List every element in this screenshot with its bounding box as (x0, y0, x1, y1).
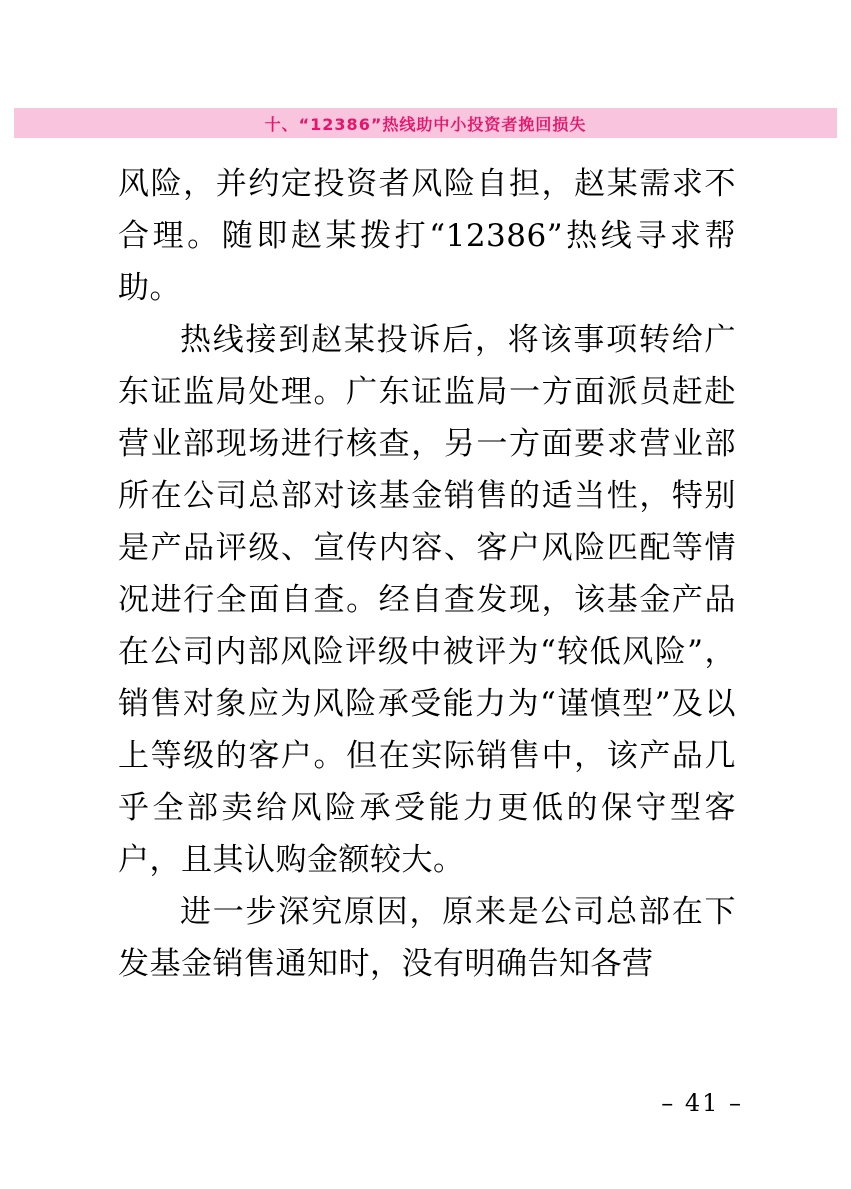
body-text-column (118, 158, 736, 990)
running-header-title: 十、“12386”热线助中小投资者挽回损失 (264, 114, 587, 134)
running-header-band (14, 108, 837, 138)
paragraph-2: 热线接到赵某投诉后，将该事项转给广东证监局处理。广东证监局一方面派员赶赴营业部现场进行核查，另一方面要求营业部所在公司总部对该基金销售的适当性，特别是产品评级、宣传内容、客户风险匹配等情况进行全面自查。经自查发现，该基金产品在公司内部风险评级中被评为“较低风险”，销售对象应为风险承受能力为“谨慎型”及以上等级的客户。但在实际销售中，该产品几乎全部卖给风险承受能力更低的保守型客户，且其认购金额较大。 (118, 322, 736, 878)
page-number: – 41 – (661, 1089, 743, 1117)
paragraph-1: 风险，并约定投资者风险自担，赵某需求不合理。随即赵某拨打“12386”热线寻求帮助。 (118, 166, 736, 306)
paragraph-3: 进一步深究原因，原来是公司总部在下发基金销售通知时，没有明确告知各营 (118, 894, 736, 982)
